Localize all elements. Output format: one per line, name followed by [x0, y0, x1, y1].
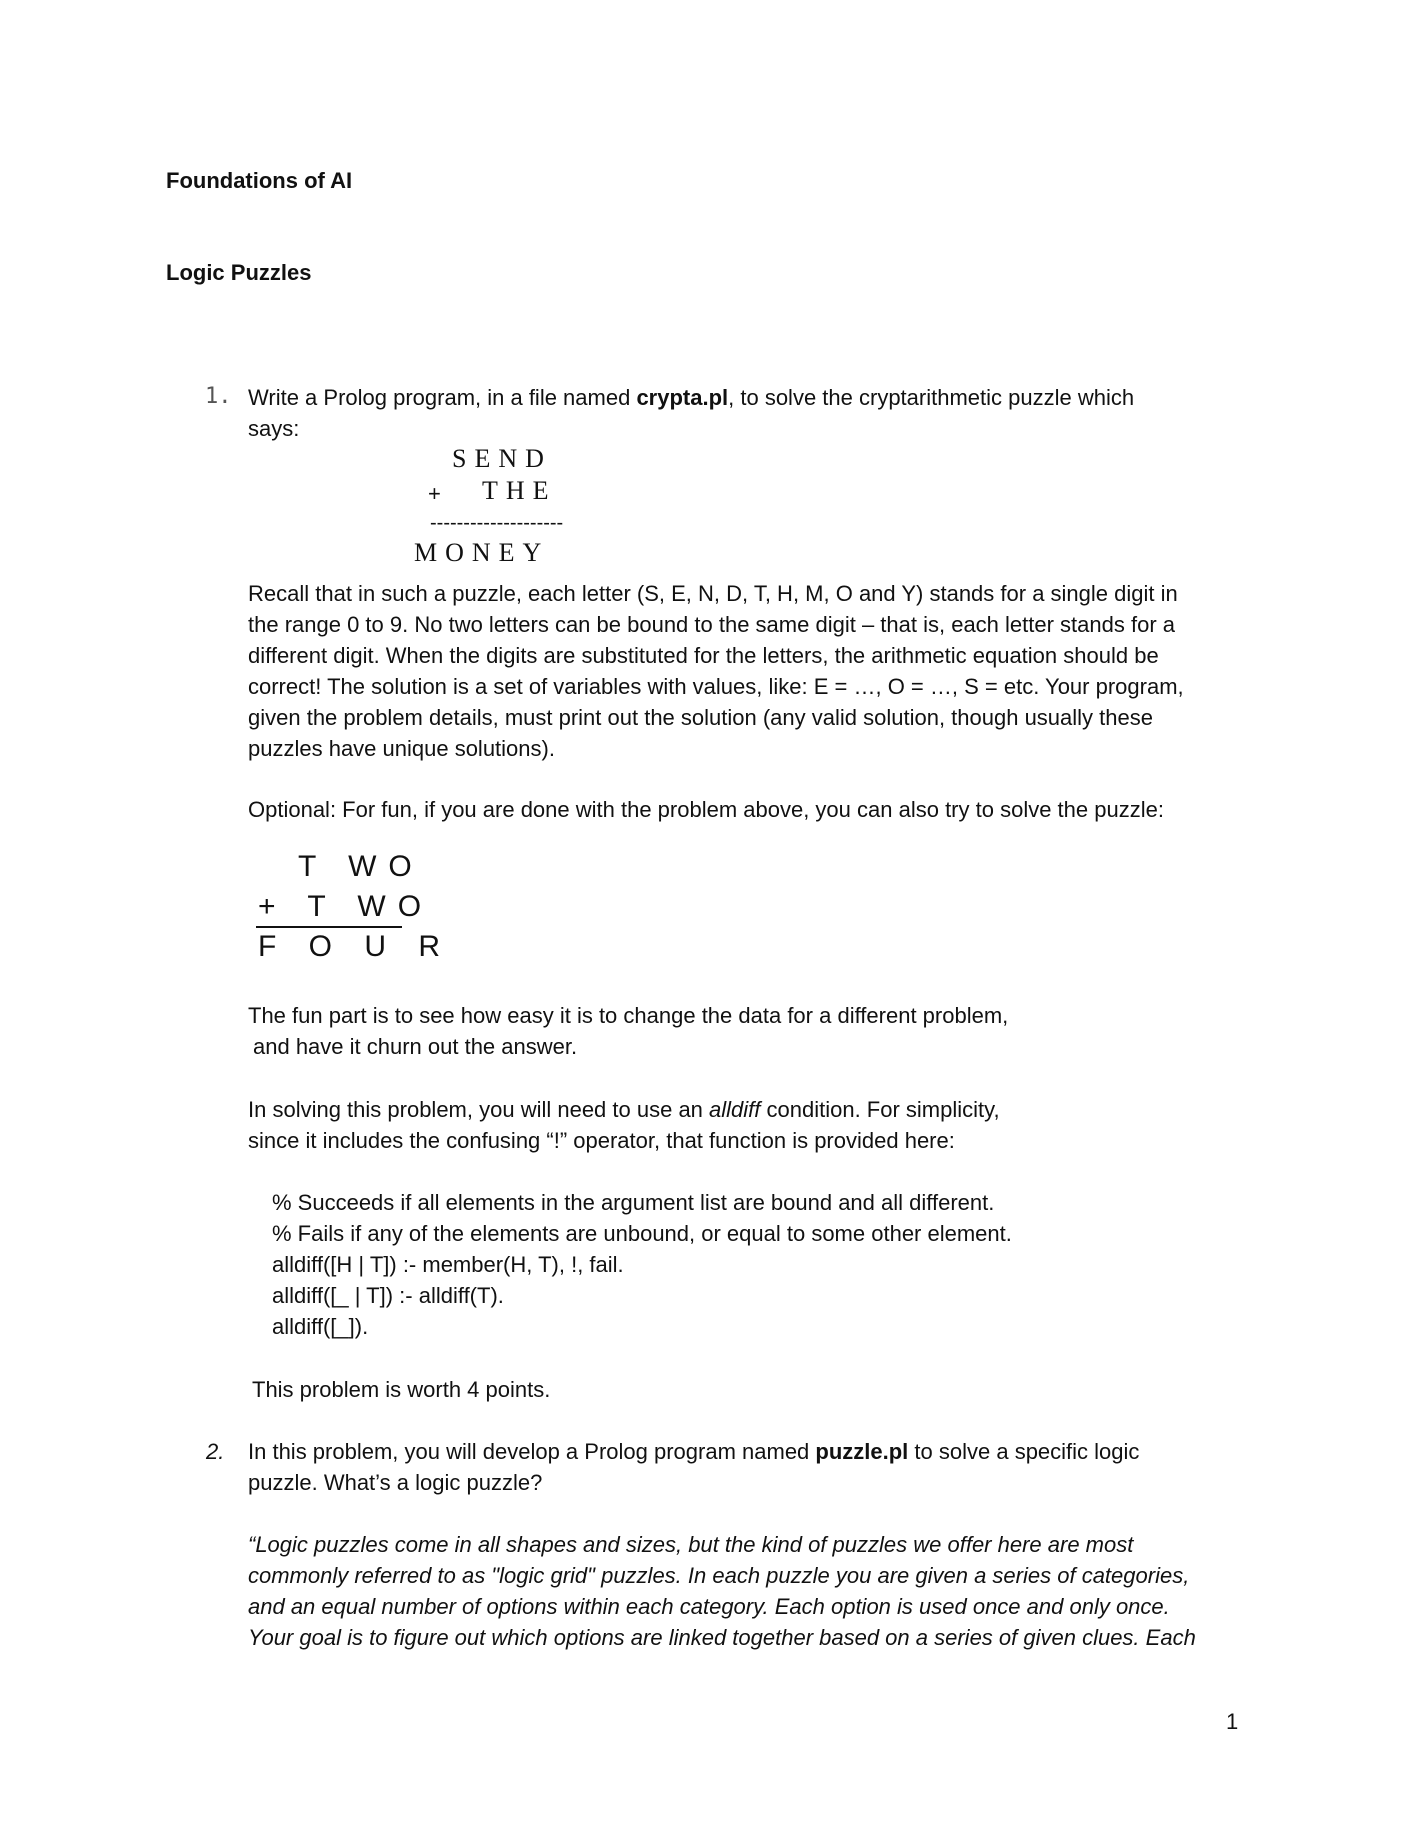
question-1-filename: crypta.pl [636, 385, 729, 410]
puzzle-row-send: SEND [452, 444, 552, 473]
puzzle-dashes: -------------------- [430, 512, 564, 534]
logic-puzzle-quote [248, 1529, 1268, 1653]
code-line: % Succeeds if all elements in the argument list are bound and all different. [272, 1190, 995, 1215]
question-2-filename: puzzle.pl [815, 1439, 909, 1464]
quote-line: Your goal is to figure out which options are linked together based on a series of given clues. Each [248, 1625, 1196, 1650]
puzzle2-sum-line [256, 926, 402, 928]
question-1-intro-line2: says: [248, 416, 300, 441]
code-line: alldiff([H | T]) :- member(H, T), !, fail. [272, 1252, 624, 1277]
puzzle-plus-sign: + [428, 481, 441, 506]
recall-paragraph [248, 578, 1268, 764]
code-line: alldiff([_ | T]) :- alldiff(T). [272, 1283, 504, 1308]
document-subtitle: Logic Puzzles [166, 260, 312, 285]
question-2-intro-post: to solve a specific logic [908, 1439, 1140, 1464]
puzzle-row-the: THE [482, 476, 557, 505]
puzzle2-row-two: T WO [298, 850, 424, 883]
fun-line-1: The fun part is to see how easy it is to change the data for a different problem, [248, 1003, 1009, 1028]
quote-line: and an equal number of options within each category. Each option is used once and only once. [248, 1594, 1170, 1619]
puzzle2-row-four: F O U R [258, 930, 452, 963]
alldiff-intro-pre: In solving this problem, you will need to use an [248, 1097, 710, 1122]
recall-line: correct! The solution is a set of variables with values, like: E = …, O = …, S = etc. Your program, [248, 674, 1184, 699]
question-1-intro-pre: Write a Prolog program, in a file named [248, 385, 637, 410]
recall-line: Recall that in such a puzzle, each letter (S, E, N, D, T, H, M, O and Y) stands for a single digit in [248, 581, 1178, 606]
page-number: 1 [1226, 1709, 1239, 1734]
quote-line: “Logic puzzles come in all shapes and sizes, but the kind of puzzles we offer here are most [248, 1532, 1134, 1557]
quote-line: commonly referred to as "logic grid" puzzles. In each puzzle you are given a series of categories, [248, 1563, 1190, 1588]
question-1-intro [248, 382, 1134, 413]
fun-line-2: and have it churn out the answer. [253, 1034, 578, 1059]
code-line: % Fails if any of the elements are unbound, or equal to some other element. [272, 1221, 1012, 1246]
question-1-intro-post: , to solve the cryptarithmetic puzzle which [728, 385, 1135, 410]
alldiff-intro-post: condition. For simplicity, [760, 1097, 1000, 1122]
recall-line: the range 0 to 9. No two letters can be bound to the same digit – that is, each letter stands for a [248, 612, 1175, 637]
code-line: alldiff([_]). [272, 1314, 369, 1339]
alldiff-intro [248, 1094, 1000, 1125]
code-block [272, 1187, 1292, 1342]
alldiff-intro-line2: since it includes the confusing “!” operator, that function is provided here: [248, 1128, 955, 1153]
document-title: Foundations of AI [166, 168, 353, 193]
recall-line: puzzles have unique solutions). [248, 736, 555, 761]
question-1-number: 1. [205, 384, 232, 409]
recall-line: different digit. When the digits are substituted for the letters, the arithmetic equation should be [248, 643, 1159, 668]
question-2-intro-line2: puzzle. What’s a logic puzzle? [248, 1470, 543, 1495]
alldiff-word: alldiff [709, 1097, 761, 1122]
puzzle-row-money: MONEY [414, 538, 550, 567]
puzzle2-row-plus-two: + T WO [258, 890, 434, 923]
optional-text: Optional: For fun, if you are done with the problem above, you can also try to solve the puzzle: [248, 797, 1164, 822]
question-2-number: 2. [206, 1439, 225, 1464]
question-2-intro-pre: In this problem, you will develop a Prolog program named [248, 1439, 816, 1464]
recall-line: given the problem details, must print out the solution (any valid solution, though usually these [248, 705, 1153, 730]
question-2-intro [248, 1436, 1139, 1467]
points-worth: This problem is worth 4 points. [252, 1377, 551, 1402]
